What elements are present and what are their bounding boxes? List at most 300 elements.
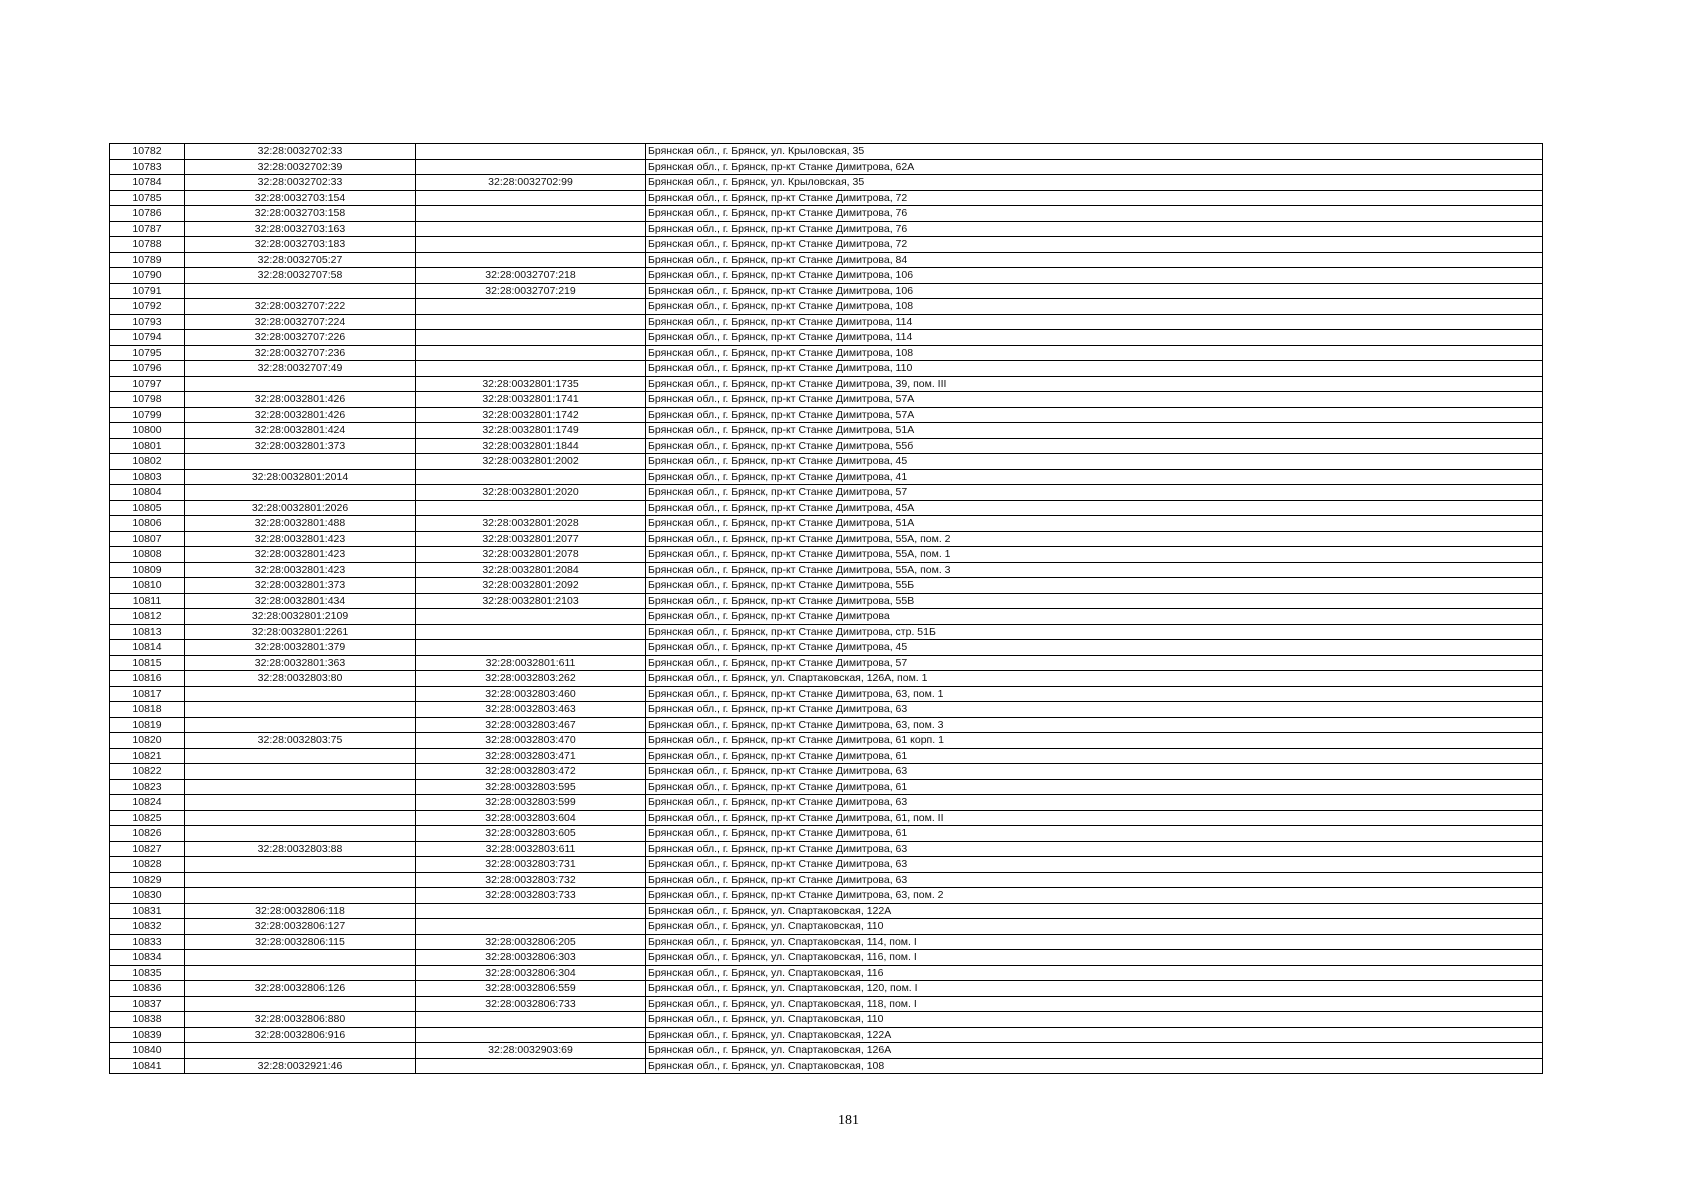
row-number-cell: 10828	[110, 857, 185, 873]
table-row	[110, 469, 1543, 485]
address-cell: Брянская обл., г. Брянск, пр-кт Станке Димитрова, 55А, пом. 3	[646, 562, 1543, 578]
land-cadastral-number-cell: 32:28:0032703:163	[185, 221, 416, 237]
object-cadastral-number-cell: 32:28:0032803:599	[416, 795, 646, 811]
land-cadastral-number-cell: 32:28:0032707:224	[185, 314, 416, 330]
row-number-cell: 10819	[110, 717, 185, 733]
row-number-cell: 10798	[110, 392, 185, 408]
land-cadastral-number-cell: 32:28:0032705:27	[185, 252, 416, 268]
table-row	[110, 671, 1543, 687]
object-cadastral-number-cell: 32:28:0032803:595	[416, 779, 646, 795]
row-number-cell: 10793	[110, 314, 185, 330]
address-cell: Брянская обл., г. Брянск, пр-кт Станке Димитрова, 84	[646, 252, 1543, 268]
row-number-cell: 10810	[110, 578, 185, 594]
table-row	[110, 1058, 1543, 1074]
address-cell: Брянская обл., г. Брянск, пр-кт Станке Димитрова, 106	[646, 283, 1543, 299]
object-cadastral-number-cell: 32:28:0032801:1749	[416, 423, 646, 439]
address-cell: Брянская обл., г. Брянск, пр-кт Станке Димитрова, 114	[646, 314, 1543, 330]
address-cell: Брянская обл., г. Брянск, ул. Спартаковская, 108	[646, 1058, 1543, 1074]
land-cadastral-number-cell	[185, 950, 416, 966]
land-cadastral-number-cell	[185, 857, 416, 873]
row-number-cell: 10801	[110, 438, 185, 454]
land-cadastral-number-cell: 32:28:0032801:426	[185, 392, 416, 408]
table-row	[110, 748, 1543, 764]
land-cadastral-number-cell: 32:28:0032801:434	[185, 593, 416, 609]
address-cell: Брянская обл., г. Брянск, ул. Спартаковская, 116, пом. I	[646, 950, 1543, 966]
address-cell: Брянская обл., г. Брянск, пр-кт Станке Димитрова, 63, пом. 3	[646, 717, 1543, 733]
address-cell: Брянская обл., г. Брянск, пр-кт Станке Димитрова, 55А, пом. 2	[646, 531, 1543, 547]
object-cadastral-number-cell	[416, 144, 646, 160]
row-number-cell: 10813	[110, 624, 185, 640]
land-cadastral-number-cell: 32:28:0032703:154	[185, 190, 416, 206]
row-number-cell: 10836	[110, 981, 185, 997]
land-cadastral-number-cell: 32:28:0032703:183	[185, 237, 416, 253]
row-number-cell: 10822	[110, 764, 185, 780]
object-cadastral-number-cell: 32:28:0032801:2092	[416, 578, 646, 594]
object-cadastral-number-cell: 32:28:0032806:303	[416, 950, 646, 966]
address-cell: Брянская обл., г. Брянск, ул. Спартаковская, 116	[646, 965, 1543, 981]
address-cell: Брянская обл., г. Брянск, пр-кт Станке Димитрова, стр. 51Б	[646, 624, 1543, 640]
address-cell: Брянская обл., г. Брянск, ул. Крыловская, 35	[646, 144, 1543, 160]
object-cadastral-number-cell	[416, 252, 646, 268]
object-cadastral-number-cell: 32:28:0032803:604	[416, 810, 646, 826]
land-cadastral-number-cell	[185, 872, 416, 888]
row-number-cell: 10820	[110, 733, 185, 749]
object-cadastral-number-cell: 32:28:0032801:2028	[416, 516, 646, 532]
land-cadastral-number-cell: 32:28:0032801:423	[185, 547, 416, 563]
table-row	[110, 919, 1543, 935]
object-cadastral-number-cell: 32:28:0032707:218	[416, 268, 646, 284]
land-cadastral-number-cell: 32:28:0032806:880	[185, 1012, 416, 1028]
row-number-cell: 10830	[110, 888, 185, 904]
object-cadastral-number-cell: 32:28:0032803:470	[416, 733, 646, 749]
table-row	[110, 826, 1543, 842]
address-cell: Брянская обл., г. Брянск, ул. Спартаковская, 122А	[646, 903, 1543, 919]
land-cadastral-number-cell: 32:28:0032702:33	[185, 144, 416, 160]
object-cadastral-number-cell	[416, 206, 646, 222]
land-cadastral-number-cell: 32:28:0032921:46	[185, 1058, 416, 1074]
row-number-cell: 10799	[110, 407, 185, 423]
row-number-cell: 10789	[110, 252, 185, 268]
address-cell: Брянская обл., г. Брянск, пр-кт Станке Димитрова, 61 корп. 1	[646, 733, 1543, 749]
table-row	[110, 175, 1543, 191]
land-cadastral-number-cell: 32:28:0032806:126	[185, 981, 416, 997]
object-cadastral-number-cell: 32:28:0032801:1742	[416, 407, 646, 423]
land-cadastral-number-cell: 32:28:0032801:424	[185, 423, 416, 439]
row-number-cell: 10800	[110, 423, 185, 439]
table-row	[110, 1012, 1543, 1028]
land-cadastral-number-cell	[185, 1043, 416, 1059]
land-cadastral-number-cell	[185, 376, 416, 392]
object-cadastral-number-cell: 32:28:0032801:1741	[416, 392, 646, 408]
row-number-cell: 10838	[110, 1012, 185, 1028]
object-cadastral-number-cell: 32:28:0032803:472	[416, 764, 646, 780]
row-number-cell: 10821	[110, 748, 185, 764]
address-cell: Брянская обл., г. Брянск, пр-кт Станке Димитрова, 51А	[646, 516, 1543, 532]
address-cell: Брянская обл., г. Брянск, пр-кт Станке Димитрова, 108	[646, 299, 1543, 315]
table-row	[110, 500, 1543, 516]
row-number-cell: 10841	[110, 1058, 185, 1074]
table-row	[110, 144, 1543, 160]
address-cell: Брянская обл., г. Брянск, пр-кт Станке Димитрова, 57А	[646, 407, 1543, 423]
row-number-cell: 10825	[110, 810, 185, 826]
address-cell: Брянская обл., г. Брянск, ул. Спартаковская, 110	[646, 1012, 1543, 1028]
object-cadastral-number-cell: 32:28:0032801:2078	[416, 547, 646, 563]
object-cadastral-number-cell: 32:28:0032806:559	[416, 981, 646, 997]
table-row	[110, 857, 1543, 873]
object-cadastral-number-cell	[416, 624, 646, 640]
object-cadastral-number-cell: 32:28:0032803:471	[416, 748, 646, 764]
land-cadastral-number-cell: 32:28:0032702:39	[185, 159, 416, 175]
table-row	[110, 609, 1543, 625]
object-cadastral-number-cell	[416, 903, 646, 919]
land-cadastral-number-cell: 32:28:0032707:236	[185, 345, 416, 361]
land-cadastral-number-cell: 32:28:0032801:363	[185, 655, 416, 671]
object-cadastral-number-cell: 32:28:0032803:262	[416, 671, 646, 687]
address-cell: Брянская обл., г. Брянск, пр-кт Станке Димитрова, 63	[646, 795, 1543, 811]
address-cell: Брянская обл., г. Брянск, пр-кт Станке Димитрова, 45	[646, 454, 1543, 470]
row-number-cell: 10792	[110, 299, 185, 315]
address-cell: Брянская обл., г. Брянск, пр-кт Станке Димитрова, 106	[646, 268, 1543, 284]
table-row	[110, 454, 1543, 470]
row-number-cell: 10833	[110, 934, 185, 950]
object-cadastral-number-cell	[416, 221, 646, 237]
row-number-cell: 10808	[110, 547, 185, 563]
land-cadastral-number-cell	[185, 996, 416, 1012]
row-number-cell: 10805	[110, 500, 185, 516]
object-cadastral-number-cell	[416, 919, 646, 935]
row-number-cell: 10832	[110, 919, 185, 935]
address-cell: Брянская обл., г. Брянск, пр-кт Станке Димитрова, 55А, пом. 1	[646, 547, 1543, 563]
object-cadastral-number-cell	[416, 469, 646, 485]
object-cadastral-number-cell: 32:28:0032801:1844	[416, 438, 646, 454]
object-cadastral-number-cell	[416, 314, 646, 330]
land-cadastral-number-cell: 32:28:0032801:2109	[185, 609, 416, 625]
land-cadastral-number-cell: 32:28:0032801:426	[185, 407, 416, 423]
land-cadastral-number-cell	[185, 888, 416, 904]
address-cell: Брянская обл., г. Брянск, ул. Спартаковская, 110	[646, 919, 1543, 935]
row-number-cell: 10814	[110, 640, 185, 656]
object-cadastral-number-cell: 32:28:0032801:2002	[416, 454, 646, 470]
row-number-cell: 10816	[110, 671, 185, 687]
object-cadastral-number-cell: 32:28:0032801:611	[416, 655, 646, 671]
row-number-cell: 10824	[110, 795, 185, 811]
land-cadastral-number-cell	[185, 795, 416, 811]
table-row	[110, 655, 1543, 671]
table-row	[110, 252, 1543, 268]
table-row	[110, 810, 1543, 826]
table-row	[110, 624, 1543, 640]
table-row	[110, 392, 1543, 408]
address-cell: Брянская обл., г. Брянск, пр-кт Станке Димитрова, 45А	[646, 500, 1543, 516]
object-cadastral-number-cell: 32:28:0032801:2020	[416, 485, 646, 501]
land-cadastral-number-cell: 32:28:0032707:226	[185, 330, 416, 346]
land-cadastral-number-cell	[185, 965, 416, 981]
row-number-cell: 10804	[110, 485, 185, 501]
table-row	[110, 841, 1543, 857]
table-row	[110, 361, 1543, 377]
object-cadastral-number-cell	[416, 330, 646, 346]
table-row	[110, 903, 1543, 919]
land-cadastral-number-cell	[185, 283, 416, 299]
address-cell: Брянская обл., г. Брянск, пр-кт Станке Димитрова, 61	[646, 826, 1543, 842]
object-cadastral-number-cell: 32:28:0032803:611	[416, 841, 646, 857]
object-cadastral-number-cell: 32:28:0032801:2077	[416, 531, 646, 547]
address-cell: Брянская обл., г. Брянск, пр-кт Станке Димитрова	[646, 609, 1543, 625]
object-cadastral-number-cell: 32:28:0032803:467	[416, 717, 646, 733]
object-cadastral-number-cell	[416, 609, 646, 625]
land-cadastral-number-cell: 32:28:0032806:118	[185, 903, 416, 919]
land-cadastral-number-cell	[185, 454, 416, 470]
land-cadastral-number-cell	[185, 748, 416, 764]
row-number-cell: 10782	[110, 144, 185, 160]
address-cell: Брянская обл., г. Брянск, пр-кт Станке Димитрова, 108	[646, 345, 1543, 361]
address-cell: Брянская обл., г. Брянск, ул. Спартаковская, 126А, пом. 1	[646, 671, 1543, 687]
table-row	[110, 237, 1543, 253]
object-cadastral-number-cell	[416, 1012, 646, 1028]
table-row	[110, 283, 1543, 299]
address-cell: Брянская обл., г. Брянск, пр-кт Станке Димитрова, 72	[646, 237, 1543, 253]
table-row	[110, 190, 1543, 206]
object-cadastral-number-cell: 32:28:0032803:732	[416, 872, 646, 888]
property-table-body	[110, 144, 1543, 1074]
row-number-cell: 10797	[110, 376, 185, 392]
address-cell: Брянская обл., г. Брянск, пр-кт Станке Димитрова, 55б	[646, 438, 1543, 454]
row-number-cell: 10802	[110, 454, 185, 470]
address-cell: Брянская обл., г. Брянск, пр-кт Станке Димитрова, 63	[646, 764, 1543, 780]
table-row	[110, 640, 1543, 656]
object-cadastral-number-cell	[416, 640, 646, 656]
object-cadastral-number-cell: 32:28:0032806:304	[416, 965, 646, 981]
land-cadastral-number-cell: 32:28:0032703:158	[185, 206, 416, 222]
object-cadastral-number-cell: 32:28:0032803:605	[416, 826, 646, 842]
table-row	[110, 872, 1543, 888]
object-cadastral-number-cell: 32:28:0032903:69	[416, 1043, 646, 1059]
address-cell: Брянская обл., г. Брянск, пр-кт Станке Димитрова, 63, пом. 1	[646, 686, 1543, 702]
address-cell: Брянская обл., г. Брянск, ул. Спартаковская, 120, пом. I	[646, 981, 1543, 997]
land-cadastral-number-cell	[185, 764, 416, 780]
address-cell: Брянская обл., г. Брянск, пр-кт Станке Димитрова, 72	[646, 190, 1543, 206]
row-number-cell: 10815	[110, 655, 185, 671]
table-row	[110, 516, 1543, 532]
object-cadastral-number-cell: 32:28:0032806:205	[416, 934, 646, 950]
address-cell: Брянская обл., г. Брянск, пр-кт Станке Димитрова, 55Б	[646, 578, 1543, 594]
object-cadastral-number-cell: 32:28:0032803:731	[416, 857, 646, 873]
object-cadastral-number-cell: 32:28:0032803:733	[416, 888, 646, 904]
land-cadastral-number-cell	[185, 485, 416, 501]
object-cadastral-number-cell: 32:28:0032801:2084	[416, 562, 646, 578]
table-row	[110, 934, 1543, 950]
object-cadastral-number-cell	[416, 500, 646, 516]
table-row	[110, 702, 1543, 718]
land-cadastral-number-cell: 32:28:0032801:2014	[185, 469, 416, 485]
table-row	[110, 965, 1543, 981]
object-cadastral-number-cell: 32:28:0032803:463	[416, 702, 646, 718]
table-row	[110, 1043, 1543, 1059]
land-cadastral-number-cell: 32:28:0032803:88	[185, 841, 416, 857]
address-cell: Брянская обл., г. Брянск, пр-кт Станке Димитрова, 57	[646, 485, 1543, 501]
address-cell: Брянская обл., г. Брянск, пр-кт Станке Димитрова, 55В	[646, 593, 1543, 609]
table-row	[110, 686, 1543, 702]
table-row	[110, 996, 1543, 1012]
row-number-cell: 10791	[110, 283, 185, 299]
land-cadastral-number-cell: 32:28:0032803:75	[185, 733, 416, 749]
row-number-cell: 10812	[110, 609, 185, 625]
land-cadastral-number-cell: 32:28:0032801:423	[185, 562, 416, 578]
row-number-cell: 10823	[110, 779, 185, 795]
table-row	[110, 159, 1543, 175]
table-row	[110, 407, 1543, 423]
row-number-cell: 10811	[110, 593, 185, 609]
land-cadastral-number-cell: 32:28:0032801:488	[185, 516, 416, 532]
address-cell: Брянская обл., г. Брянск, пр-кт Станке Димитрова, 61	[646, 748, 1543, 764]
object-cadastral-number-cell	[416, 345, 646, 361]
address-cell: Брянская обл., г. Брянск, ул. Спартаковская, 122А	[646, 1027, 1543, 1043]
land-cadastral-number-cell: 32:28:0032801:373	[185, 438, 416, 454]
address-cell: Брянская обл., г. Брянск, ул. Спартаковская, 126А	[646, 1043, 1543, 1059]
land-cadastral-number-cell	[185, 717, 416, 733]
table-row	[110, 438, 1543, 454]
table-row	[110, 547, 1543, 563]
address-cell: Брянская обл., г. Брянск, пр-кт Станке Димитрова, 45	[646, 640, 1543, 656]
table-row	[110, 578, 1543, 594]
row-number-cell: 10790	[110, 268, 185, 284]
table-row	[110, 268, 1543, 284]
land-cadastral-number-cell	[185, 702, 416, 718]
table-row	[110, 733, 1543, 749]
land-cadastral-number-cell: 32:28:0032803:80	[185, 671, 416, 687]
table-row	[110, 593, 1543, 609]
address-cell: Брянская обл., г. Брянск, пр-кт Станке Димитрова, 63, пом. 2	[646, 888, 1543, 904]
table-row	[110, 779, 1543, 795]
object-cadastral-number-cell	[416, 361, 646, 377]
address-cell: Брянская обл., г. Брянск, пр-кт Станке Димитрова, 63	[646, 872, 1543, 888]
address-cell: Брянская обл., г. Брянск, пр-кт Станке Димитрова, 61	[646, 779, 1543, 795]
table-row	[110, 764, 1543, 780]
object-cadastral-number-cell	[416, 1027, 646, 1043]
row-number-cell: 10795	[110, 345, 185, 361]
row-number-cell: 10786	[110, 206, 185, 222]
table-row	[110, 299, 1543, 315]
table-row	[110, 950, 1543, 966]
land-cadastral-number-cell	[185, 810, 416, 826]
address-cell: Брянская обл., г. Брянск, ул. Спартаковская, 114, пом. I	[646, 934, 1543, 950]
object-cadastral-number-cell: 32:28:0032803:460	[416, 686, 646, 702]
land-cadastral-number-cell	[185, 686, 416, 702]
address-cell: Брянская обл., г. Брянск, пр-кт Станке Димитрова, 51А	[646, 423, 1543, 439]
object-cadastral-number-cell: 32:28:0032702:99	[416, 175, 646, 191]
row-number-cell: 10829	[110, 872, 185, 888]
row-number-cell: 10831	[110, 903, 185, 919]
object-cadastral-number-cell: 32:28:0032806:733	[416, 996, 646, 1012]
row-number-cell: 10809	[110, 562, 185, 578]
row-number-cell: 10803	[110, 469, 185, 485]
object-cadastral-number-cell	[416, 159, 646, 175]
row-number-cell: 10794	[110, 330, 185, 346]
table-row	[110, 206, 1543, 222]
row-number-cell: 10817	[110, 686, 185, 702]
table-row	[110, 531, 1543, 547]
address-cell: Брянская обл., г. Брянск, пр-кт Станке Димитрова, 63	[646, 841, 1543, 857]
table-row	[110, 221, 1543, 237]
address-cell: Брянская обл., г. Брянск, пр-кт Станке Димитрова, 57	[646, 655, 1543, 671]
table-row	[110, 795, 1543, 811]
address-cell: Брянская обл., г. Брянск, пр-кт Станке Димитрова, 76	[646, 221, 1543, 237]
row-number-cell: 10783	[110, 159, 185, 175]
address-cell: Брянская обл., г. Брянск, пр-кт Станке Димитрова, 76	[646, 206, 1543, 222]
object-cadastral-number-cell: 32:28:0032801:1735	[416, 376, 646, 392]
row-number-cell: 10837	[110, 996, 185, 1012]
table-row	[110, 330, 1543, 346]
row-number-cell: 10807	[110, 531, 185, 547]
row-number-cell: 10839	[110, 1027, 185, 1043]
row-number-cell: 10827	[110, 841, 185, 857]
land-cadastral-number-cell: 32:28:0032801:2261	[185, 624, 416, 640]
table-row	[110, 345, 1543, 361]
land-cadastral-number-cell	[185, 779, 416, 795]
land-cadastral-number-cell: 32:28:0032702:33	[185, 175, 416, 191]
table-row	[110, 1027, 1543, 1043]
page-number: 181	[838, 1113, 859, 1128]
object-cadastral-number-cell	[416, 237, 646, 253]
address-cell: Брянская обл., г. Брянск, пр-кт Станке Димитрова, 39, пом. III	[646, 376, 1543, 392]
address-cell: Брянская обл., г. Брянск, ул. Крыловская, 35	[646, 175, 1543, 191]
row-number-cell: 10796	[110, 361, 185, 377]
row-number-cell: 10834	[110, 950, 185, 966]
address-cell: Брянская обл., г. Брянск, пр-кт Станке Димитрова, 114	[646, 330, 1543, 346]
row-number-cell: 10784	[110, 175, 185, 191]
table-row	[110, 888, 1543, 904]
land-cadastral-number-cell	[185, 826, 416, 842]
land-cadastral-number-cell: 32:28:0032801:423	[185, 531, 416, 547]
address-cell: Брянская обл., г. Брянск, пр-кт Станке Димитрова, 63	[646, 857, 1543, 873]
land-cadastral-number-cell: 32:28:0032801:379	[185, 640, 416, 656]
object-cadastral-number-cell	[416, 190, 646, 206]
land-cadastral-number-cell: 32:28:0032806:127	[185, 919, 416, 935]
land-cadastral-number-cell: 32:28:0032707:49	[185, 361, 416, 377]
table-row	[110, 981, 1543, 997]
address-cell: Брянская обл., г. Брянск, пр-кт Станке Димитрова, 110	[646, 361, 1543, 377]
land-cadastral-number-cell: 32:28:0032801:2026	[185, 500, 416, 516]
table-row	[110, 376, 1543, 392]
object-cadastral-number-cell: 32:28:0032801:2103	[416, 593, 646, 609]
property-table	[109, 143, 1543, 1074]
object-cadastral-number-cell	[416, 1058, 646, 1074]
row-number-cell: 10788	[110, 237, 185, 253]
address-cell: Брянская обл., г. Брянск, пр-кт Станке Димитрова, 62А	[646, 159, 1543, 175]
table-row	[110, 562, 1543, 578]
address-cell: Брянская обл., г. Брянск, пр-кт Станке Димитрова, 41	[646, 469, 1543, 485]
land-cadastral-number-cell: 32:28:0032707:222	[185, 299, 416, 315]
land-cadastral-number-cell: 32:28:0032806:115	[185, 934, 416, 950]
address-cell: Брянская обл., г. Брянск, пр-кт Станке Димитрова, 57А	[646, 392, 1543, 408]
address-cell: Брянская обл., г. Брянск, пр-кт Станке Димитрова, 61, пом. II	[646, 810, 1543, 826]
table-row	[110, 717, 1543, 733]
table-row	[110, 485, 1543, 501]
row-number-cell: 10785	[110, 190, 185, 206]
row-number-cell: 10818	[110, 702, 185, 718]
land-cadastral-number-cell: 32:28:0032707:58	[185, 268, 416, 284]
row-number-cell: 10826	[110, 826, 185, 842]
land-cadastral-number-cell: 32:28:0032806:916	[185, 1027, 416, 1043]
table-row	[110, 423, 1543, 439]
row-number-cell: 10835	[110, 965, 185, 981]
address-cell: Брянская обл., г. Брянск, пр-кт Станке Димитрова, 63	[646, 702, 1543, 718]
object-cadastral-number-cell: 32:28:0032707:219	[416, 283, 646, 299]
row-number-cell: 10787	[110, 221, 185, 237]
land-cadastral-number-cell: 32:28:0032801:373	[185, 578, 416, 594]
address-cell: Брянская обл., г. Брянск, ул. Спартаковская, 118, пом. I	[646, 996, 1543, 1012]
row-number-cell: 10840	[110, 1043, 185, 1059]
